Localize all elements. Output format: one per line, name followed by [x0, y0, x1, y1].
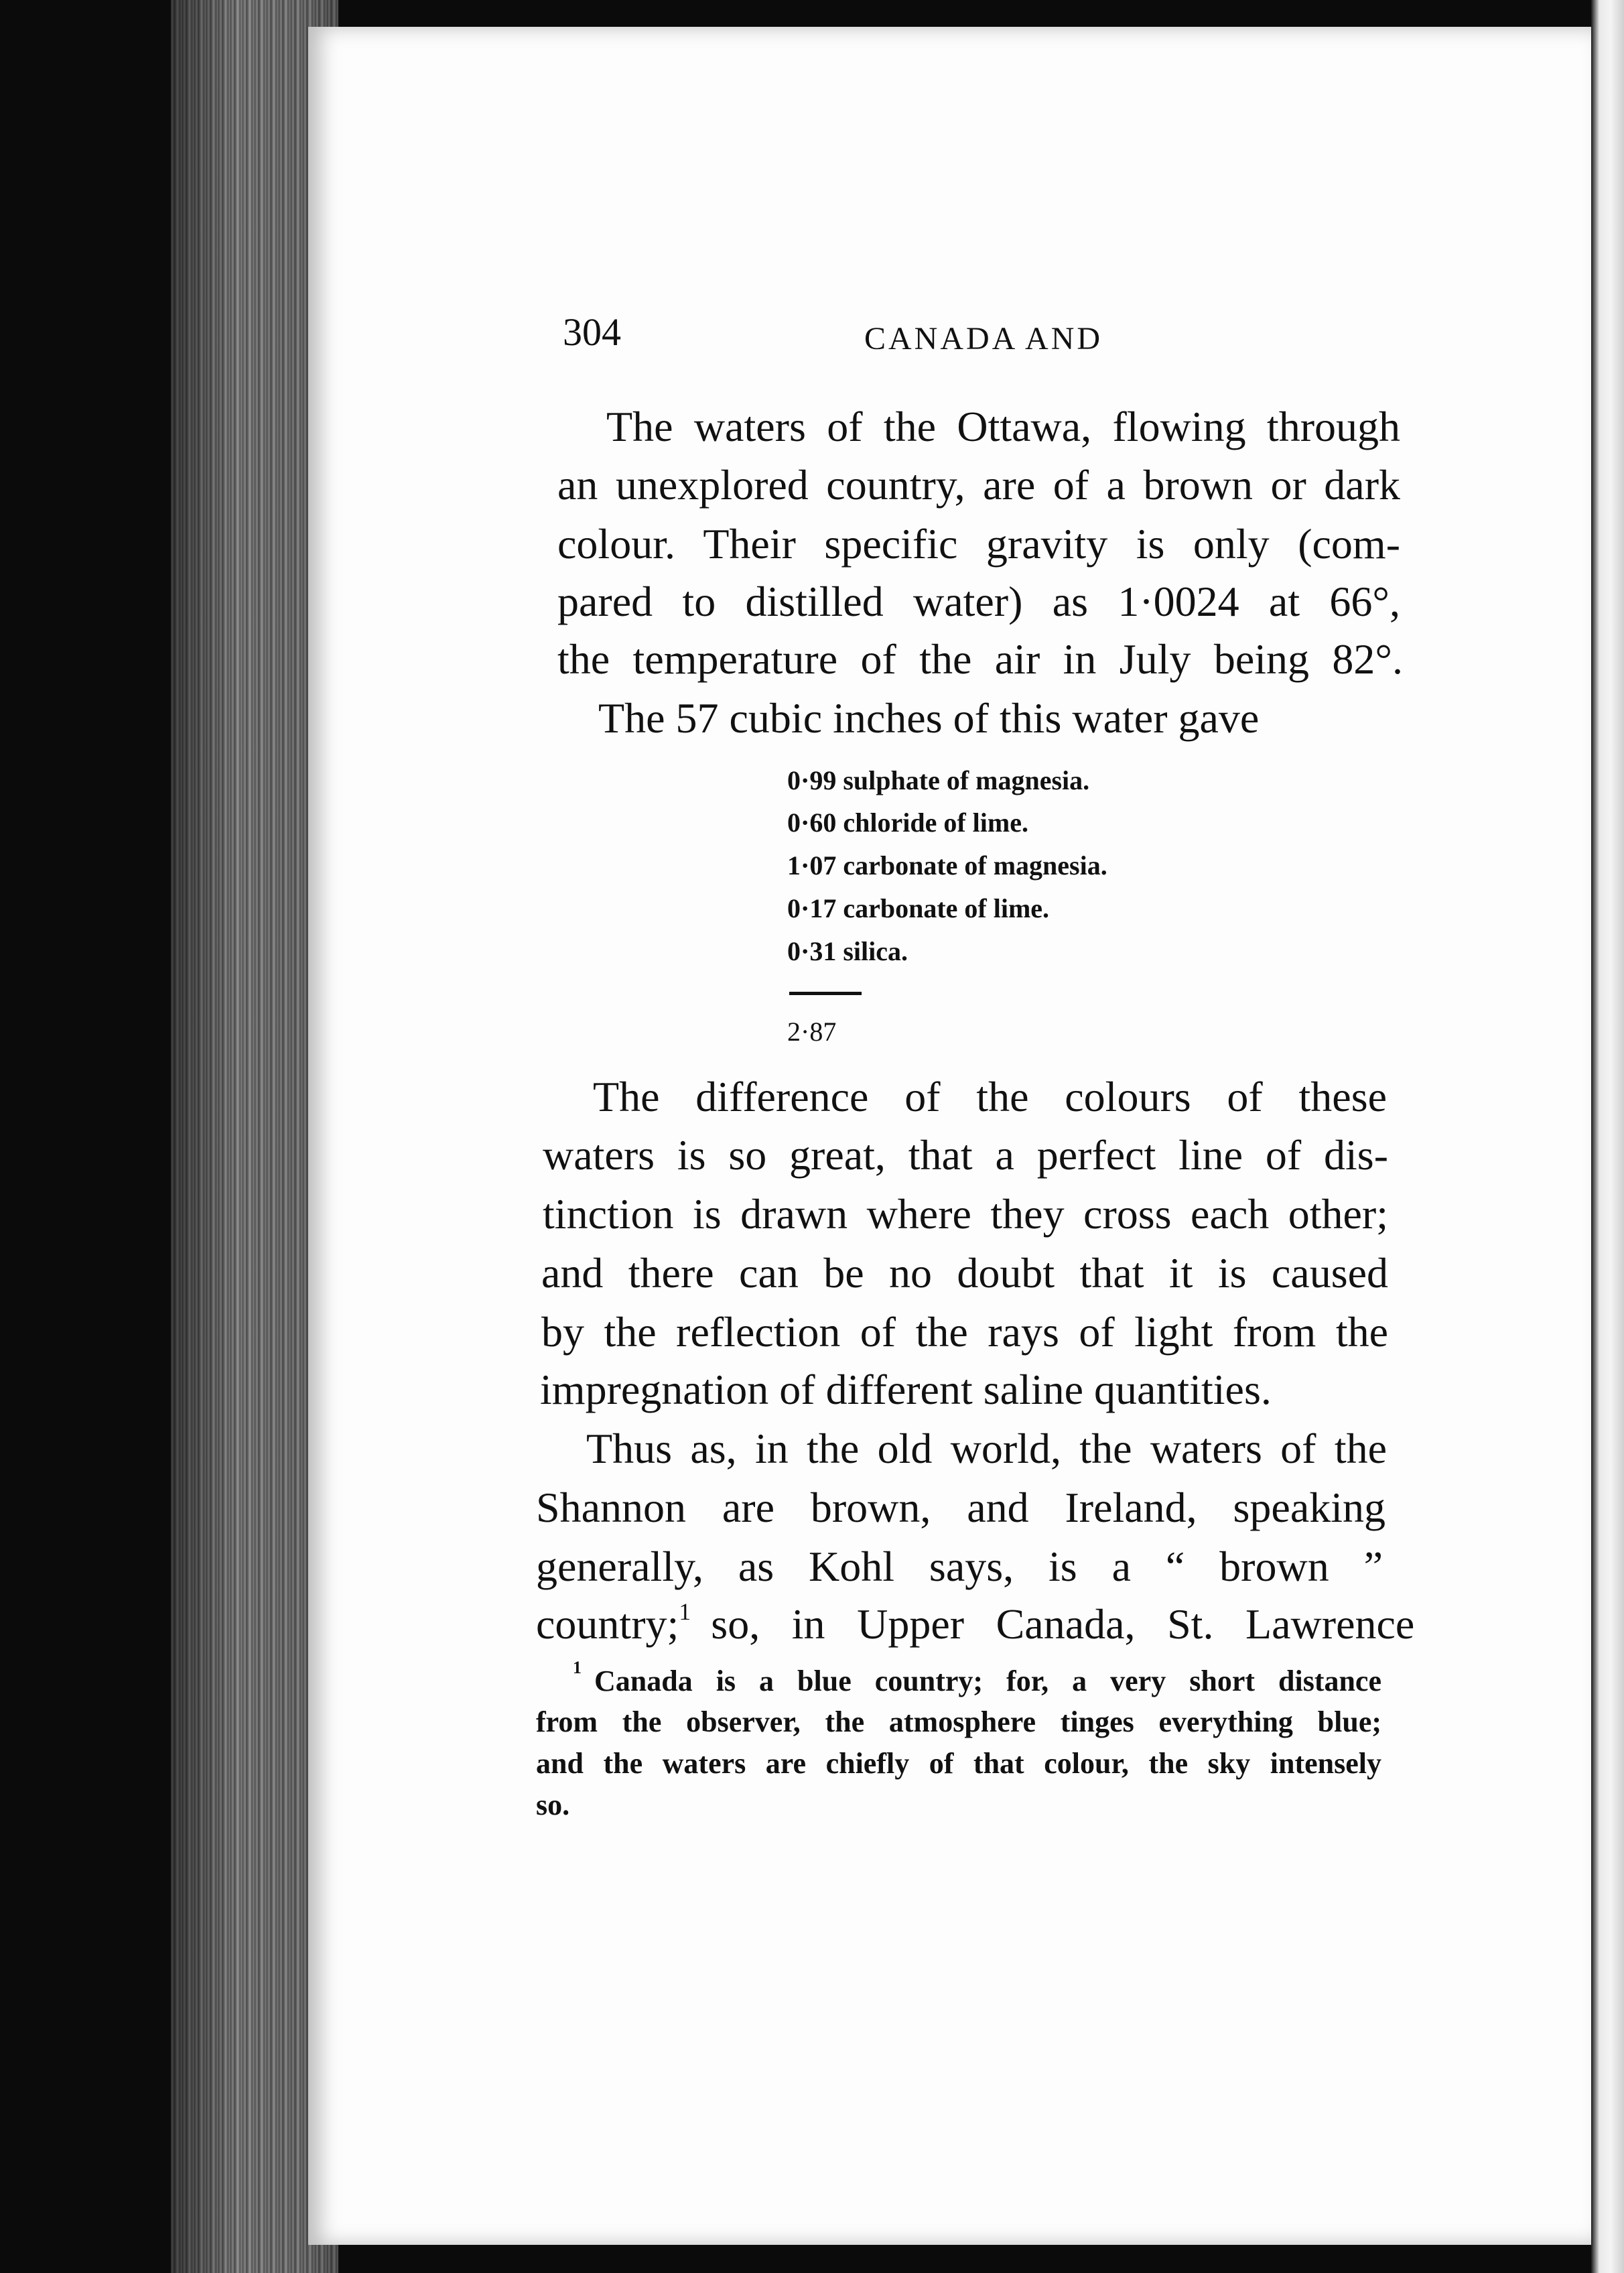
paragraph1-line-1: The waters of the Ottawa, flowing through	[606, 403, 1400, 450]
analysis-substance: carbonate of lime.	[843, 893, 1050, 923]
analysis-row	[787, 767, 1089, 794]
paragraph2-line-3: tinction is drawn where they cross each other;	[543, 1190, 1388, 1238]
analysis-row	[787, 809, 1028, 836]
paragraph1-line-2: an unexplored country, are of a brown or dark	[557, 461, 1400, 509]
analysis-row	[787, 938, 908, 965]
paragraph2-line-2: waters is so great, that a perfect line of dis-	[543, 1131, 1388, 1179]
footnote-reference: 1	[679, 1598, 691, 1625]
facing-page-edge	[1591, 0, 1624, 2273]
analysis-amount: 0·99	[787, 765, 837, 795]
paragraph2-line-5: by the reflection of the rays of light from the	[541, 1308, 1388, 1356]
page-number: 304	[563, 310, 621, 354]
analysis-row	[787, 895, 1049, 922]
footnote-line-3: and the waters are chiefly of that colour, the sky intensely	[536, 1747, 1381, 1780]
analysis-substance: carbonate of magnesia.	[843, 850, 1107, 881]
footnote-line-4: so.	[536, 1789, 570, 1821]
footnote-line-1	[573, 1658, 1382, 1697]
country-word: country;	[536, 1600, 679, 1648]
paragraph1-line-4: pared to distilled water) as 1·0024 at 66°,	[557, 578, 1400, 625]
paragraph1-line-5: the temperature of the air in July being 82°.	[557, 635, 1403, 683]
paragraph2-line-6: impregnation of different saline quantities.	[540, 1366, 1272, 1413]
analysis-substance: chloride of lime.	[843, 807, 1028, 838]
analysis-amount: 0·17	[787, 893, 837, 923]
footnote-line-2: from the observer, the atmosphere tinges everything blue;	[536, 1705, 1381, 1738]
footnote-marker: 1	[573, 1658, 582, 1677]
country-continuation: so, in Upper Canada, St. Lawrence	[711, 1600, 1415, 1648]
intro-line: The 57 cubic inches of this water gave	[598, 694, 1260, 742]
analysis-amount: 1·07	[787, 850, 837, 881]
analysis-substance: silica.	[843, 936, 908, 966]
paragraph2-line-4: and there can be no doubt that it is caused	[541, 1249, 1388, 1297]
analysis-amount: 0·60	[787, 807, 837, 838]
paragraph3-line-4	[536, 1598, 1415, 1648]
analysis-substance: sulphate of magnesia.	[843, 765, 1090, 795]
paragraph3-line-1: Thus as, in the old world, the waters of the	[586, 1425, 1387, 1472]
paragraph2-line-1: The difference of the colours of these	[593, 1073, 1387, 1120]
paragraph1-line-3: colour. Their specific gravity is only (com-	[557, 520, 1400, 568]
paragraph3-line-2: Shannon are brown, and Ireland, speaking	[536, 1484, 1385, 1531]
footnote-text: Canada is a blue country; for, a very short distance	[594, 1664, 1381, 1697]
analysis-row	[787, 852, 1107, 879]
sum-rule	[789, 992, 862, 995]
running-head: CANADA AND	[864, 321, 1103, 356]
analysis-total: 2·87	[787, 1017, 837, 1047]
paragraph3-line-3: generally, as Kohl says, is a “ brown ”	[536, 1543, 1383, 1590]
analysis-amount: 0·31	[787, 936, 837, 966]
